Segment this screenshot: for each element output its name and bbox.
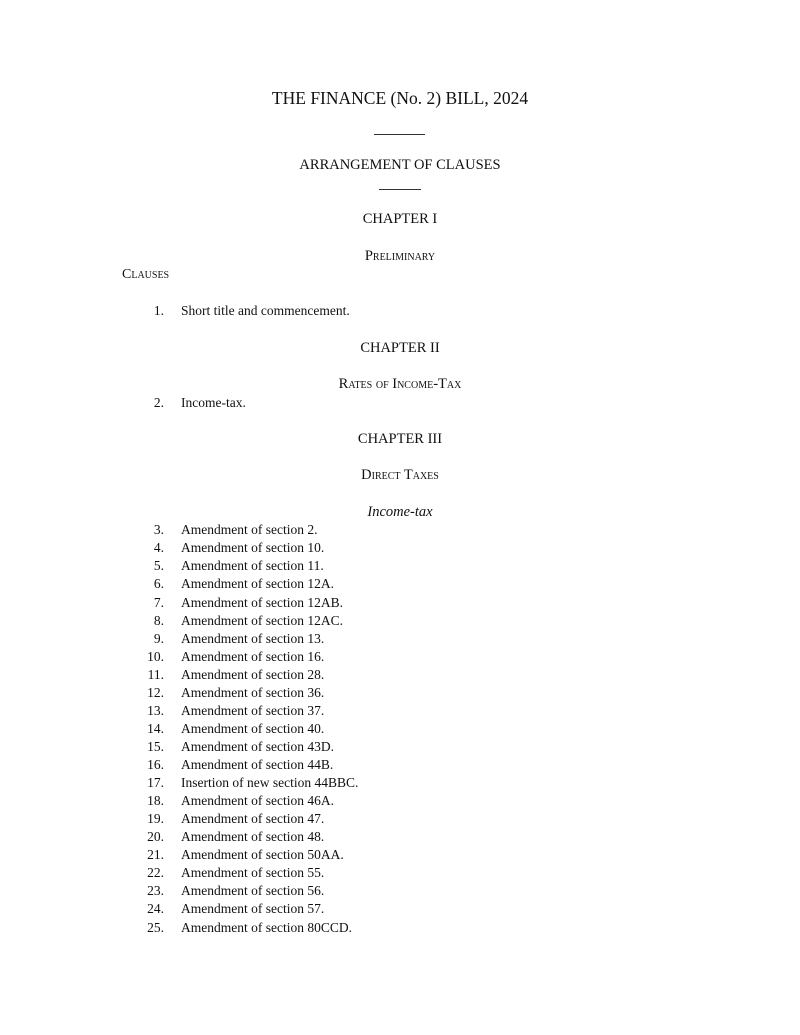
clause-number: 9. [153, 631, 164, 646]
clause-number: 12. [147, 685, 164, 700]
clause-text: Amendment of section 12A. [181, 576, 334, 591]
clause-text: Amendment of section 2. [181, 522, 318, 537]
clause-number: 22. [147, 865, 164, 880]
clause-number: 5. [153, 558, 164, 573]
clause-number: 19. [147, 811, 164, 826]
clause-text: Amendment of section 47. [181, 811, 325, 826]
chapter-3-heading: CHAPTER III [357, 431, 443, 447]
clause-text: Amendment of section 57. [181, 901, 325, 916]
clause-number: 8. [153, 613, 164, 628]
clause-text: Amendment of section 16. [181, 649, 325, 664]
clause-text: Amendment of section 12AC. [181, 613, 343, 628]
clause-text: Amendment of section 80CCD. [181, 920, 352, 935]
clauses-label: Clauses [122, 267, 170, 282]
clause-number: 2. [153, 395, 164, 410]
clause-number: 18. [147, 793, 164, 808]
clause-text: Amendment of section 55. [181, 865, 325, 880]
clause-number: 11. [147, 667, 164, 682]
clause-number: 10. [147, 649, 164, 664]
clause-number: 15. [147, 739, 164, 754]
chapter-1-heading: CHAPTER I [362, 211, 438, 227]
arrangement-heading: ARRANGEMENT OF CLAUSES [299, 157, 501, 173]
clause-number: 4. [153, 540, 164, 555]
clause-number: 23. [147, 883, 164, 898]
clause-text: Insertion of new section 44BBC. [181, 775, 359, 790]
title-divider [374, 134, 425, 135]
clause-number: 13. [147, 703, 164, 718]
clause-number: 16. [147, 757, 164, 772]
clause-text: Amendment of section 28. [181, 667, 325, 682]
chapter-2-subheading: Rates of Income-Tax [338, 376, 462, 392]
chapter-1-subheading: Preliminary [364, 248, 436, 264]
clause-text: Amendment of section 40. [181, 721, 325, 736]
clause-number: 25. [147, 920, 164, 935]
chapter-3-subheading: Direct Taxes [361, 467, 439, 483]
clause-number: 6. [153, 576, 164, 591]
bill-title: THE FINANCE (No. 2) BILL, 2024 [271, 88, 529, 108]
clause-text: Income-tax. [181, 395, 246, 410]
clause-text: Amendment of section 43D. [181, 739, 334, 754]
clause-text: Amendment of section 12AB. [181, 595, 343, 610]
clause-number: 24. [147, 901, 164, 916]
clause-text: Amendment of section 10. [181, 540, 325, 555]
clause-number: 14. [147, 721, 164, 736]
clause-text: Short title and commencement. [181, 303, 350, 318]
clause-text: Amendment of section 46A. [181, 793, 334, 808]
arrangement-divider [379, 189, 421, 190]
clause-number: 17. [147, 775, 164, 790]
clause-number: 7. [153, 595, 164, 610]
clause-text: Amendment of section 44B. [181, 757, 334, 772]
clause-number: 1. [153, 303, 164, 318]
chapter-2-heading: CHAPTER II [360, 340, 440, 356]
clause-text: Amendment of section 50AA. [181, 847, 344, 862]
clause-text: Amendment of section 56. [181, 883, 325, 898]
clause-text: Amendment of section 48. [181, 829, 325, 844]
clause-text: Amendment of section 11. [181, 558, 324, 573]
clause-text: Amendment of section 36. [181, 685, 325, 700]
clause-number: 20. [147, 829, 164, 844]
clause-text: Amendment of section 37. [181, 703, 325, 718]
section-title: Income-tax [367, 504, 433, 520]
clause-number: 3. [153, 522, 164, 537]
clause-text: Amendment of section 13. [181, 631, 325, 646]
clause-number: 21. [147, 847, 164, 862]
